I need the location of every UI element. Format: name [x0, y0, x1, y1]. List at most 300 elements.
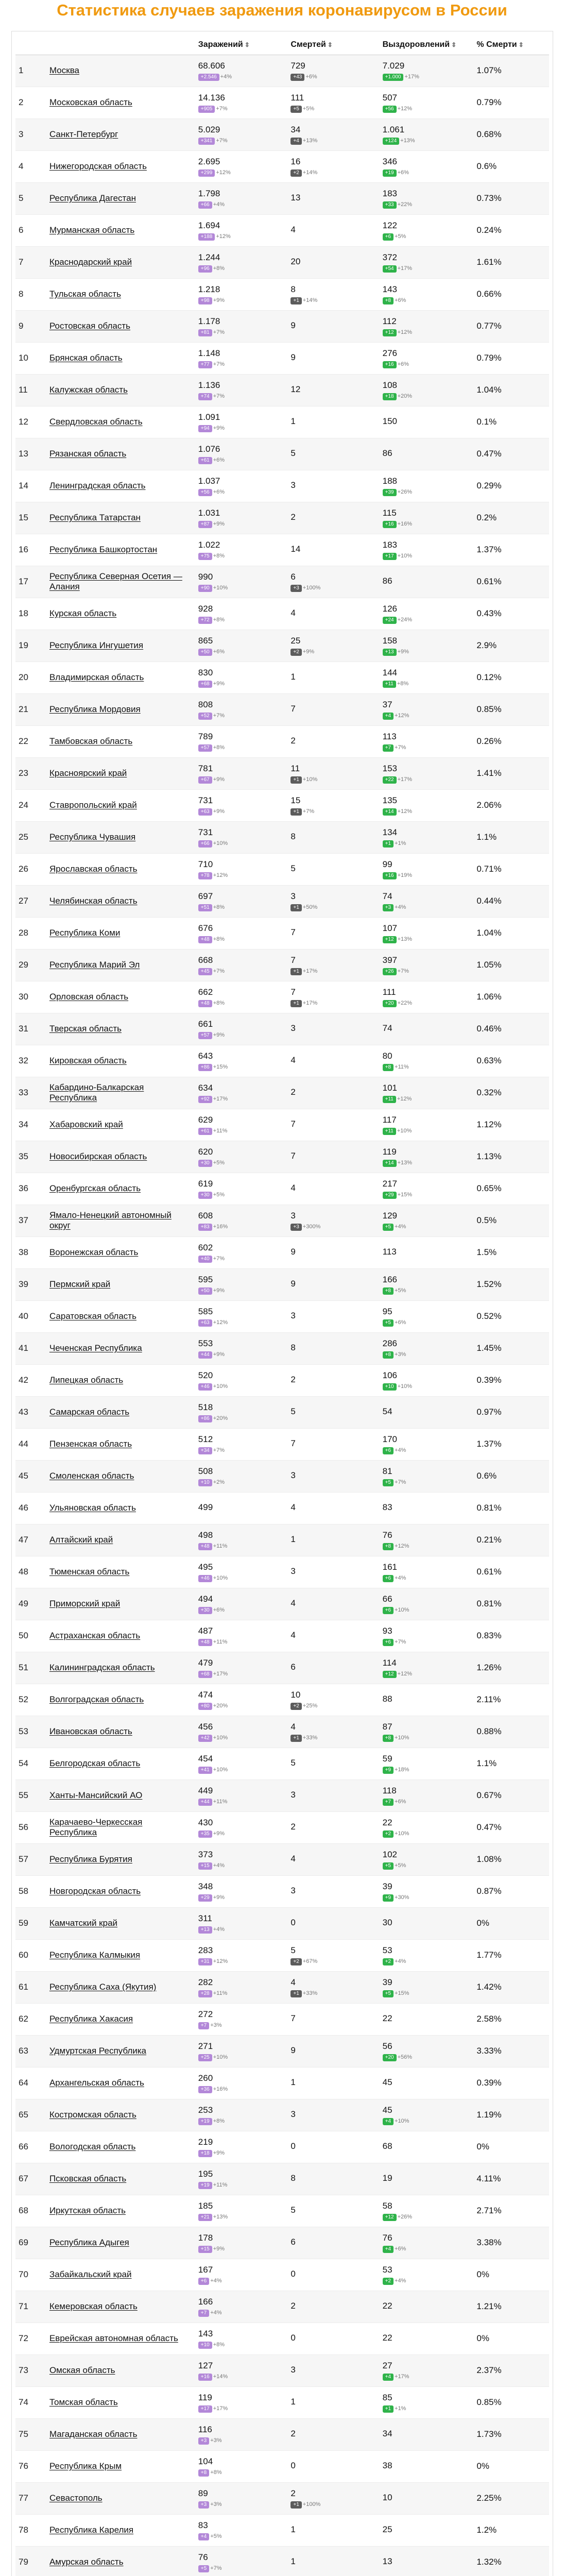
- cases-cell: [195, 917, 288, 949]
- death-rate: 1.2%: [473, 2514, 549, 2546]
- recovered-cell: [380, 2035, 474, 2067]
- recovered-change: [383, 743, 471, 752]
- region-cell: [46, 1971, 195, 2003]
- region-link[interactable]: Республика Дагестан: [49, 193, 136, 203]
- recovered-value: 10: [382, 2493, 392, 2502]
- recovered-value: 86: [382, 448, 392, 458]
- deaths-new-badge: +3: [290, 585, 301, 592]
- region-cell: [46, 949, 195, 981]
- deaths-pct: +17%: [302, 968, 318, 974]
- region-link[interactable]: Оренбургская область: [49, 1183, 141, 1193]
- region-link[interactable]: Рязанская область: [49, 449, 127, 459]
- cases-new-badge: +83: [198, 1224, 212, 1231]
- recovered-new-badge: +17: [383, 553, 397, 560]
- deaths-value: 3: [290, 891, 296, 901]
- recovered-pct: +6%: [395, 297, 406, 303]
- region-cell: [46, 374, 195, 406]
- deaths-cell: [287, 2067, 379, 2099]
- region-link[interactable]: Республика Северная Осетия — Алания: [49, 571, 182, 591]
- region-link[interactable]: Пензенская область: [49, 1439, 132, 1449]
- table-row: [15, 917, 549, 949]
- region-link[interactable]: Новосибирская область: [49, 1151, 147, 1161]
- cases-pct: +11%: [213, 1990, 228, 1996]
- deaths-value: 5: [290, 1758, 296, 1768]
- cases-cell: [195, 1205, 288, 1236]
- row-number: 76: [15, 2450, 46, 2482]
- deaths-value: 15: [290, 795, 301, 805]
- region-cell: [46, 1077, 195, 1109]
- region-link[interactable]: Ставропольский край: [49, 800, 137, 810]
- deaths-cell: [287, 310, 379, 342]
- header-death-rate[interactable]: [473, 35, 549, 55]
- region-link[interactable]: Ульяновская область: [49, 1503, 136, 1513]
- death-rate: 0.6%: [473, 150, 549, 182]
- region-link[interactable]: Москва: [49, 65, 79, 75]
- cases-change: [198, 1254, 285, 1263]
- region-link[interactable]: Самарская область: [49, 1407, 130, 1417]
- recovered-value: 102: [382, 1849, 397, 1859]
- recovered-new-badge: +10: [383, 1383, 397, 1391]
- cases-cell: [195, 1428, 288, 1460]
- deaths-value: 3: [290, 480, 296, 490]
- recovered-new-badge: +8: [383, 1064, 394, 1071]
- deaths-pct: +100%: [302, 2501, 321, 2507]
- recovered-change: [383, 1957, 471, 1965]
- region-cell: [46, 693, 195, 725]
- cases-cell: [195, 1492, 288, 1524]
- death-rate: 0.79%: [473, 87, 549, 118]
- region-link[interactable]: Республика Бурятия: [49, 1854, 132, 1864]
- cases-value: 272: [198, 2009, 213, 2019]
- header-death-rate-label: % Смерти: [476, 40, 517, 49]
- row-number: 3: [15, 118, 46, 150]
- region-link[interactable]: Тамбовская область: [49, 736, 133, 746]
- death-rate: 0.43%: [473, 598, 549, 630]
- region-link[interactable]: Волгоградская область: [49, 1694, 144, 1704]
- recovered-value: 86: [382, 576, 392, 586]
- deaths-value: 14: [290, 544, 301, 554]
- region-link[interactable]: Ямало-Ненецкий автономный округ: [49, 1210, 172, 1230]
- region-link[interactable]: Костромская область: [49, 2110, 136, 2120]
- row-number: 32: [15, 1045, 46, 1077]
- recovered-pct: +7%: [397, 968, 409, 974]
- region-link[interactable]: Республика Саха (Якутия): [49, 1982, 157, 1992]
- region-link[interactable]: Владимирская область: [49, 672, 144, 682]
- recovered-pct: +8%: [397, 680, 409, 687]
- region-link[interactable]: Смоленская область: [49, 1471, 134, 1481]
- recovered-cell: [380, 534, 474, 566]
- cases-new-badge: +19: [198, 2182, 212, 2189]
- cases-change: [198, 2436, 285, 2445]
- region-link[interactable]: Воронежская область: [49, 1247, 139, 1257]
- region-link[interactable]: Московская область: [49, 97, 132, 107]
- row-number: 68: [15, 2195, 46, 2227]
- recovered-change: [383, 1573, 471, 1582]
- recovered-value: 397: [382, 955, 397, 965]
- region-link[interactable]: Архангельская область: [49, 2078, 144, 2088]
- recovered-value: 93: [382, 1625, 392, 1636]
- region-link[interactable]: Орловская область: [49, 992, 129, 1002]
- deaths-value: 2: [290, 1375, 296, 1384]
- recovered-value: 111: [382, 987, 396, 997]
- cases-cell: [195, 1396, 288, 1428]
- cases-value: 178: [198, 2232, 213, 2243]
- cases-new-badge: +17: [198, 2405, 212, 2413]
- cases-change: [198, 2084, 285, 2093]
- recovered-value: 507: [382, 92, 397, 103]
- region-link[interactable]: Ростовская область: [49, 321, 131, 331]
- region-link[interactable]: Нижегородская область: [49, 161, 147, 171]
- region-link[interactable]: Республика Марий Эл: [49, 960, 140, 970]
- cases-change: [198, 583, 285, 592]
- region-link[interactable]: Белгородская область: [49, 1758, 141, 1768]
- header-recovered[interactable]: [380, 35, 474, 55]
- recovered-value: 7.029: [382, 60, 405, 71]
- cases-cell: [195, 1811, 288, 1843]
- recovered-pct: +19%: [397, 872, 413, 878]
- region-link[interactable]: Мурманская область: [49, 225, 135, 235]
- region-link[interactable]: Камчатский край: [49, 1918, 118, 1928]
- death-rate: 0.67%: [473, 1780, 549, 1811]
- region-link[interactable]: Курская область: [49, 608, 117, 618]
- deaths-value: 4: [290, 1854, 296, 1863]
- deaths-cell: [287, 757, 379, 789]
- recovered-pct: +5%: [395, 1862, 406, 1869]
- recovered-pct: +6%: [397, 169, 409, 176]
- deaths-cell: [287, 1652, 379, 1684]
- region-link[interactable]: Севастополь: [49, 2493, 102, 2503]
- region-link[interactable]: Республика Калмыкия: [49, 1950, 141, 1960]
- recovered-new-badge: +26: [383, 968, 397, 975]
- table-row: [15, 1875, 549, 1907]
- table-row: [15, 1748, 549, 1780]
- deaths-cell: [287, 1524, 379, 1556]
- recovered-value: 74: [382, 1023, 392, 1033]
- deaths-change: [290, 807, 376, 816]
- recovered-cell: [380, 2323, 474, 2354]
- recovered-cell: [380, 2418, 474, 2450]
- region-link[interactable]: Республика Карелия: [49, 2525, 134, 2535]
- deaths-pct: +14%: [302, 297, 318, 303]
- recovered-pct: +11%: [395, 1063, 409, 1070]
- recovered-change: [383, 72, 471, 81]
- region-link[interactable]: Забайкальский край: [49, 2269, 132, 2279]
- recovered-value: 217: [382, 1178, 397, 1189]
- deaths-cell: [287, 2227, 379, 2259]
- region-link[interactable]: Хабаровский край: [49, 1120, 123, 1129]
- region-link[interactable]: Еврейская автономная область: [49, 2333, 178, 2343]
- cases-new-badge: +98: [198, 297, 212, 304]
- table-row: [15, 2067, 549, 2099]
- region-link[interactable]: Тульская область: [49, 289, 121, 299]
- cases-cell: [195, 374, 288, 406]
- region-cell: [46, 1396, 195, 1428]
- cases-value: 166: [198, 2296, 213, 2307]
- region-link[interactable]: Челябинская область: [49, 896, 138, 906]
- recovered-cell: [380, 598, 474, 630]
- death-rate: 1.42%: [473, 1971, 549, 2003]
- region-link[interactable]: Республика Чувашия: [49, 832, 136, 842]
- cases-value: 454: [198, 1753, 213, 1764]
- deaths-value: 1: [290, 2524, 296, 2534]
- recovered-value: 183: [382, 188, 397, 198]
- deaths-cell: [287, 1077, 379, 1109]
- region-link[interactable]: Новгородская область: [49, 1886, 141, 1896]
- region-link[interactable]: Тюменская область: [49, 1567, 130, 1577]
- region-link[interactable]: Республика Адыгея: [49, 2238, 129, 2247]
- deaths-new-badge: +2: [290, 1958, 301, 1965]
- recovered-pct: +10%: [395, 2117, 409, 2124]
- region-link[interactable]: Республика Мордовия: [49, 704, 141, 714]
- region-link[interactable]: Ленинградская область: [49, 481, 146, 490]
- region-link[interactable]: Республика Крым: [49, 2461, 122, 2471]
- cases-cell: [195, 2354, 288, 2386]
- region-link[interactable]: Санкт-Петербург: [49, 129, 118, 139]
- table-row: [15, 853, 549, 885]
- region-link[interactable]: Приморский край: [49, 1599, 121, 1608]
- recovered-cell: [380, 2131, 474, 2163]
- cases-new-badge: +72: [198, 617, 212, 624]
- region-link[interactable]: Республика Ингушетия: [49, 640, 144, 650]
- recovered-change: [383, 551, 471, 560]
- row-number: 30: [15, 981, 46, 1013]
- sort-icon: ⇕: [244, 41, 250, 48]
- cases-change: [198, 136, 285, 145]
- cases-value: 808: [198, 699, 213, 709]
- recovered-pct: +17%: [397, 265, 413, 272]
- region-link[interactable]: Кабардино-Балкарская Республика: [49, 1082, 144, 1103]
- recovered-value: 108: [382, 380, 397, 390]
- region-link[interactable]: Кировская область: [49, 1056, 127, 1065]
- cases-change: [198, 2308, 285, 2317]
- header-deaths[interactable]: [287, 35, 379, 55]
- recovered-new-badge: +6: [383, 1607, 394, 1614]
- recovered-pct: +6%: [395, 1319, 406, 1326]
- region-cell: [46, 821, 195, 853]
- region-cell: [46, 1332, 195, 1364]
- recovered-pct: +12%: [397, 1670, 413, 1677]
- deaths-pct: +13%: [302, 137, 318, 144]
- death-rate: 2.11%: [473, 1684, 549, 1716]
- region-cell: [46, 2099, 195, 2131]
- cases-cell: [195, 118, 288, 150]
- region-link[interactable]: Омская область: [49, 2365, 115, 2375]
- row-number: 77: [15, 2482, 46, 2514]
- region-link[interactable]: Иркутская область: [49, 2206, 126, 2215]
- cases-pct: +13%: [213, 2213, 228, 2220]
- cases-change: [198, 647, 285, 656]
- recovered-pct: +6%: [397, 361, 409, 367]
- cases-new-badge: +35: [198, 1831, 212, 1838]
- region-link[interactable]: Пермский край: [49, 1279, 111, 1289]
- region-link[interactable]: Ивановская область: [49, 1726, 132, 1736]
- cases-new-badge: +21: [198, 2214, 212, 2221]
- region-link[interactable]: Астраханская область: [49, 1631, 141, 1640]
- cases-pct: +9%: [213, 425, 225, 431]
- cases-value: 14.136: [198, 92, 225, 103]
- death-rate: 1.73%: [473, 2418, 549, 2450]
- region-link[interactable]: Саратовская область: [49, 1311, 136, 1321]
- recovered-cell: [380, 2514, 474, 2546]
- recovered-value: 66: [382, 1594, 392, 1604]
- header-cases[interactable]: [195, 35, 288, 55]
- region-link[interactable]: Республика Коми: [49, 928, 121, 938]
- cases-value: 518: [198, 1402, 213, 1412]
- region-cell: [46, 118, 195, 150]
- deaths-cell: [287, 1843, 379, 1875]
- deaths-cell: [287, 2546, 379, 2576]
- region-cell: [46, 1556, 195, 1588]
- region-link[interactable]: Тверская область: [49, 1024, 122, 1033]
- cases-change: [198, 2053, 285, 2061]
- cases-value: 629: [198, 1114, 213, 1125]
- recovered-value: 45: [382, 2077, 392, 2087]
- deaths-cell: [287, 438, 379, 470]
- cases-new-badge: +75: [198, 553, 212, 560]
- region-link[interactable]: Псковская область: [49, 2174, 127, 2183]
- region-link[interactable]: Калининградская область: [49, 1663, 155, 1672]
- cases-value: 676: [198, 923, 213, 933]
- row-number: 4: [15, 150, 46, 182]
- region-cell: [46, 1492, 195, 1524]
- recovered-value: 1.061: [382, 124, 405, 134]
- death-rate: 0.12%: [473, 662, 549, 693]
- table-row: [15, 2035, 549, 2067]
- cases-change: [198, 2212, 285, 2221]
- recovered-cell: [380, 1556, 474, 1588]
- deaths-new-badge: +2: [290, 649, 301, 656]
- cases-change: [198, 1957, 285, 1965]
- cases-cell: [195, 1748, 288, 1780]
- region-link[interactable]: Краснодарский край: [49, 257, 132, 267]
- death-rate: 0.71%: [473, 853, 549, 885]
- recovered-pct: +4%: [395, 1958, 406, 1964]
- region-link[interactable]: Алтайский край: [49, 1535, 113, 1545]
- deaths-new-badge: +1: [290, 1000, 301, 1007]
- table-row: [15, 2259, 549, 2291]
- region-link[interactable]: Ханты-Мансийский АО: [49, 1790, 143, 1800]
- region-link[interactable]: Республика Татарстан: [49, 513, 141, 522]
- cases-value: 585: [198, 1306, 213, 1316]
- death-rate: 1.5%: [473, 1236, 549, 1268]
- table-row: [15, 1588, 549, 1620]
- region-cell: [46, 1268, 195, 1300]
- row-number: 73: [15, 2354, 46, 2386]
- region-cell: [46, 1875, 195, 1907]
- recovered-pct: +26%: [397, 2213, 413, 2220]
- cases-pct: +12%: [216, 169, 231, 176]
- cases-pct: +10%: [213, 2054, 228, 2060]
- region-link[interactable]: Свердловская область: [49, 417, 143, 427]
- deaths-cell: [287, 534, 379, 566]
- recovered-pct: +4%: [395, 2277, 406, 2284]
- row-number: 58: [15, 1875, 46, 1907]
- cases-cell: [195, 1045, 288, 1077]
- cases-change: [198, 775, 285, 784]
- recovered-new-badge: +14: [383, 808, 397, 816]
- region-link[interactable]: Магаданская область: [49, 2429, 138, 2439]
- region-link[interactable]: Республика Хакасия: [49, 2014, 133, 2024]
- table-row: [15, 182, 549, 214]
- recovered-pct: +22%: [397, 201, 413, 208]
- cases-pct: +17%: [213, 2405, 228, 2412]
- row-number: 17: [15, 566, 46, 598]
- cases-value: 2.695: [198, 156, 220, 166]
- cases-cell: [195, 438, 288, 470]
- deaths-value: 9: [290, 2045, 296, 2055]
- recovered-change: [383, 1446, 471, 1454]
- table-row: [15, 1205, 549, 1236]
- cases-value: 185: [198, 2200, 213, 2211]
- region-link[interactable]: Удмуртская Республика: [49, 2046, 146, 2056]
- region-link[interactable]: Республика Башкортостан: [49, 545, 158, 554]
- recovered-pct: +12%: [395, 1543, 409, 1549]
- recovered-cell: [380, 1811, 474, 1843]
- region-link[interactable]: Липецкая область: [49, 1375, 124, 1385]
- cases-new-badge: +31: [198, 1958, 212, 1965]
- recovered-cell: [380, 246, 474, 278]
- deaths-cell: [287, 246, 379, 278]
- cases-change: [198, 1446, 285, 1454]
- row-number: 11: [15, 374, 46, 406]
- region-link[interactable]: Брянская область: [49, 353, 123, 363]
- recovered-pct: +18%: [395, 1766, 409, 1773]
- region-link[interactable]: Кемеровская область: [49, 2301, 138, 2311]
- cases-new-badge: +74: [198, 393, 212, 400]
- cases-pct: +6%: [213, 648, 225, 655]
- cases-cell: [195, 1684, 288, 1716]
- table-row: [15, 1460, 549, 1492]
- region-link[interactable]: Красноярский край: [49, 768, 127, 778]
- region-cell: [46, 1524, 195, 1556]
- cases-pct: +8%: [210, 2469, 222, 2476]
- region-link[interactable]: Ярославская область: [49, 864, 138, 874]
- cases-cell: [195, 1971, 288, 2003]
- row-number: 28: [15, 917, 46, 949]
- region-link[interactable]: Карачаево-Черкесская Республика: [49, 1817, 143, 1837]
- cases-new-badge: +50: [198, 649, 212, 656]
- recovered-cell: [380, 1524, 474, 1556]
- cases-cell: [195, 150, 288, 182]
- region-link[interactable]: Вологодская область: [49, 2142, 136, 2151]
- recovered-cell: [380, 821, 474, 853]
- region-cell: [46, 757, 195, 789]
- recovered-pct: +17%: [395, 2373, 409, 2380]
- row-number: 2: [15, 87, 46, 118]
- cases-value: 928: [198, 603, 213, 614]
- region-cell: [46, 470, 195, 502]
- death-rate: 2.71%: [473, 2195, 549, 2227]
- cases-cell: [195, 566, 288, 598]
- recovered-new-badge: +12: [383, 2214, 397, 2221]
- cases-pct: +7%: [213, 361, 225, 367]
- recovered-cell: [380, 2546, 474, 2576]
- region-link[interactable]: Амурская область: [49, 2557, 124, 2567]
- cases-new-badge: +61: [198, 1128, 212, 1135]
- recovered-cell: [380, 1045, 474, 1077]
- cases-pct: +7%: [213, 712, 225, 719]
- recovered-value: 166: [382, 1274, 397, 1284]
- cases-cell: [195, 1300, 288, 1332]
- recovered-pct: +4%: [395, 1447, 406, 1453]
- table-row: [15, 374, 549, 406]
- deaths-value: 9: [290, 1247, 296, 1257]
- region-link[interactable]: Чеченская Республика: [49, 1343, 142, 1353]
- deaths-change: [290, 775, 376, 784]
- region-link[interactable]: Калужская область: [49, 385, 128, 395]
- region-link[interactable]: Томская область: [49, 2397, 118, 2407]
- cases-change: [198, 232, 285, 241]
